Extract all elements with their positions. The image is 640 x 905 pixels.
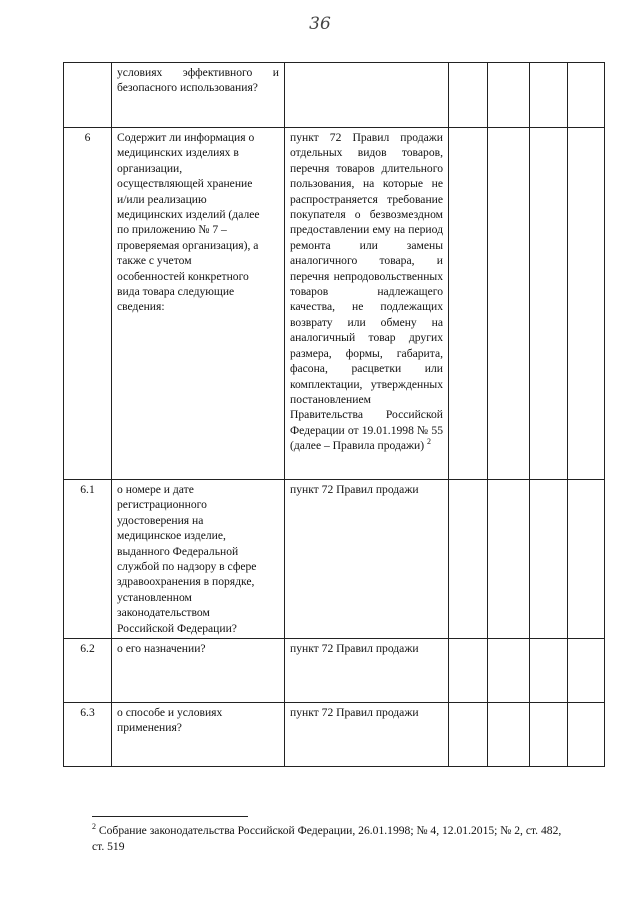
page-number: 36 [309, 14, 331, 34]
answer-cell [530, 639, 568, 703]
row-number: 6.3 [64, 703, 112, 767]
table-row [64, 63, 605, 128]
row-number: 6.2 [64, 639, 112, 703]
requirement-cell: пункт 72 Правил продажи [285, 480, 449, 639]
answer-cell [449, 639, 488, 703]
question-cell: о его назначении? [112, 639, 285, 703]
row-number: 6.1 [64, 480, 112, 639]
answer-cell [449, 480, 488, 639]
answer-cell [449, 703, 488, 767]
footnote-marker: 2 [92, 822, 96, 832]
requirement-cell [285, 128, 449, 480]
answer-cell [568, 480, 605, 639]
footnote-reference: 2 [427, 437, 431, 447]
table-row [64, 128, 605, 480]
requirement-cell [285, 63, 449, 128]
table-row [64, 639, 605, 703]
answer-cell [488, 703, 530, 767]
requirement-cell: пункт 72 Правил продажи [285, 703, 449, 767]
row-number: 6 [64, 128, 112, 480]
answer-cell [530, 128, 568, 480]
answer-cell [530, 63, 568, 128]
question-cell: условиях эффективного и безопасного использования? [112, 63, 285, 128]
footnote [92, 823, 572, 855]
answer-cell [449, 128, 488, 480]
answer-cell [568, 639, 605, 703]
answer-cell [449, 63, 488, 128]
requirement-cell: пункт 72 Правил продажи [285, 639, 449, 703]
checklist-table [63, 62, 605, 767]
answer-cell [568, 63, 605, 128]
answer-cell [568, 128, 605, 480]
requirement-text: пункт 72 Правил продажи отдельных видов товаров, перечня товаров длительного пользования, на которые не распространяется требование покупателя о безвозмездном предоставлении ему на период ремонта или замены аналогичного товара, и перечня непродовольственных товаров надлежащего качества, не подлежащих возврату или обмену на аналогичный товар других размера, формы, габарита, фасона, расцветки или комплектации, утвержденных постановлением Правительства Российской Федерации от 19.01.1998 № 55 (далее – Правила продажи) [290, 131, 443, 453]
answer-cell [488, 128, 530, 480]
answer-cell [488, 480, 530, 639]
answer-cell [488, 63, 530, 128]
answer-cell [568, 703, 605, 767]
question-cell: о способе и условиях применения? [112, 703, 285, 767]
answer-cell [488, 639, 530, 703]
question-cell: Содержит ли информация о медицинских изделиях в организации, осуществляющей хранение и/или реализацию медицинских изделий (далее по приложению № 7 – проверяемая организация), а также с учетом особенностей конкретного вида товара следующие сведения: [112, 128, 285, 480]
footnote-separator [92, 816, 248, 817]
answer-cell [530, 480, 568, 639]
row-number [64, 63, 112, 128]
table-row [64, 703, 605, 767]
table-row [64, 480, 605, 639]
answer-cell [530, 703, 568, 767]
footnote-text: Собрание законодательства Российской Федерации, 26.01.1998; № 4, 12.01.2015; № 2, ст. 482, ст. 519 [92, 824, 562, 853]
question-cell: о номере и дате регистрационного удостоверения на медицинское изделие, выданного Федеральной службой по надзору в сфере здравоохранения в порядке, установленном законодательством Российской Федерации? [112, 480, 285, 639]
